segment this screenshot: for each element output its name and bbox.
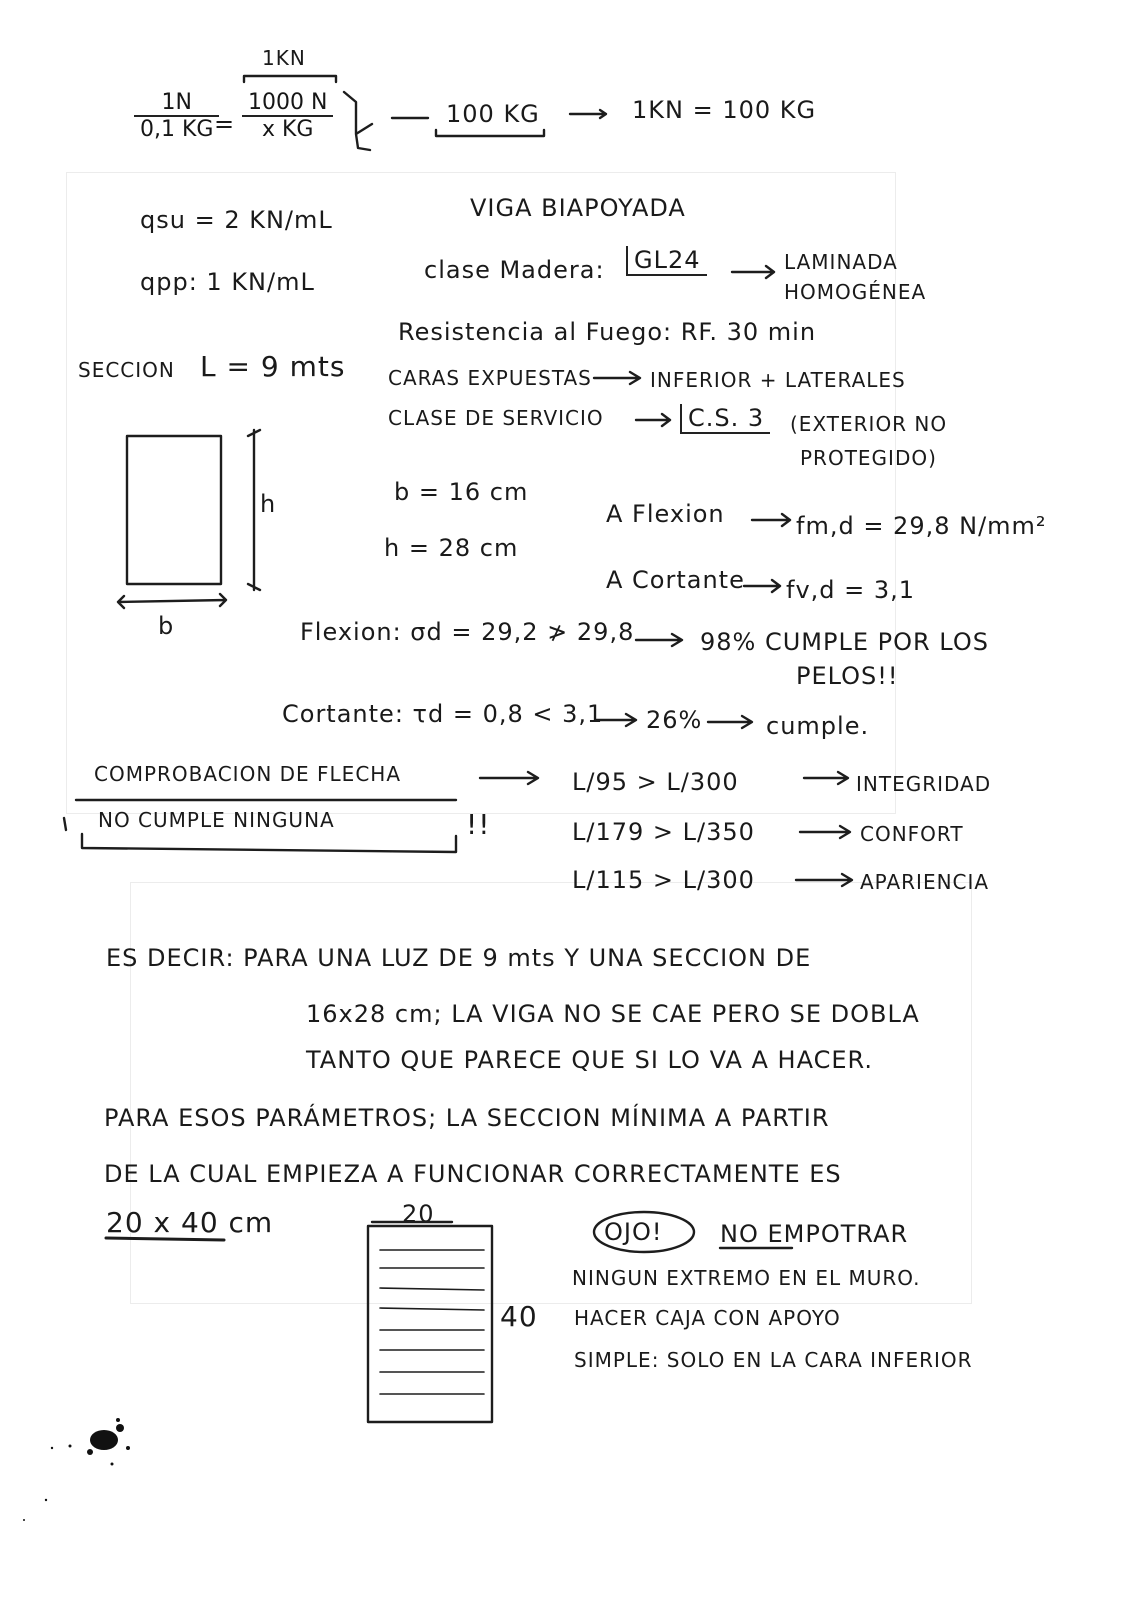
conversion-result: 100 KG: [446, 100, 540, 128]
service-class-value: C.S. 3: [680, 404, 770, 434]
deflection-row-value: L/115 > L/300: [572, 866, 755, 894]
service-arrow: [636, 414, 670, 426]
note-line-2: NINGUN EXTREMO EN EL MURO.: [572, 1266, 921, 1290]
ojo-circle: [594, 1212, 694, 1252]
wood-class-value: GL24: [626, 246, 707, 276]
sketch-height-label: 40: [500, 1300, 538, 1333]
deflection-row-value: L/179 > L/350: [572, 818, 755, 846]
arrow-2: [570, 110, 606, 118]
note-line-1: NO EMPOTRAR: [720, 1220, 909, 1248]
deflection-verdict-marks: !!: [466, 808, 491, 841]
ojo-label: OJO!: [604, 1218, 663, 1246]
note-line-3: HACER CAJA CON APOYO: [574, 1306, 841, 1330]
service-class-label: CLASE DE SERVICIO: [388, 406, 604, 430]
summary-line-3: TANTO QUE PARECE QUE SI LO VA A HACER.: [306, 1046, 873, 1074]
fraction-kilonewton-kg: $\frac{1000 N}{\text{x KG}}$: [242, 90, 333, 142]
fraction-newton-kg: $\frac{1N}{0,1 KG}$: [134, 90, 219, 142]
deflection-row-criterion: INTEGRIDAD: [856, 772, 992, 796]
wood-class-label: clase Madera:: [424, 256, 605, 284]
deflection-row-criterion: CONFORT: [860, 822, 964, 846]
shear-check-result-2: cumple.: [766, 712, 870, 740]
section-label: SECCION: [78, 358, 175, 382]
conversion-conclusion: 1KN = 100 KG: [632, 96, 817, 124]
h-dimension: [248, 430, 260, 590]
beam-title: VIGA BIAPOYADA: [470, 194, 686, 222]
service-class-desc-2: PROTEGIDO): [800, 446, 937, 470]
shear-strength: fv,d = 3,1: [786, 576, 916, 604]
defl-arrow-1: [804, 772, 848, 784]
load-qpp: qpp: 1 KN/mL: [140, 268, 315, 296]
equals-sign: =: [214, 110, 236, 138]
verdict-box: [82, 834, 456, 852]
section-h-value: h = 28 cm: [384, 534, 519, 562]
span-length: L = 9 mts: [200, 350, 346, 383]
exposed-faces-value: INFERIOR + LATERALES: [650, 368, 906, 392]
defl-arrow-3: [796, 874, 852, 886]
bending-check: Flexion: σd = 29,2 ≯ 29,8: [300, 618, 635, 646]
shear-arrow: [744, 580, 780, 592]
summary-line-1: ES DECIR: PARA UNA LUZ DE 9 mts Y UNA SECCION DE: [106, 944, 812, 972]
bending-arrow: [752, 514, 790, 526]
kilonewton-label: 1KN: [262, 46, 306, 70]
result-underline: [436, 130, 544, 136]
deflection-label: COMPROBACION DE FLECHA: [94, 762, 401, 786]
section-b-label: b: [158, 612, 175, 640]
ink-blot: [23, 1418, 130, 1521]
check-arrow-3: [708, 716, 752, 728]
shear-check: Cortante: τd = 0,8 < 3,1: [282, 700, 604, 728]
deflection-verdict: NO CUMPLE NINGUNA: [98, 808, 335, 832]
sketch2-rectangle: [368, 1226, 492, 1422]
defl-arrow-2: [800, 826, 850, 838]
sketch2-laminations: [380, 1250, 484, 1394]
faces-arrow: [594, 372, 640, 384]
load-qsu: qsu = 2 KN/mL: [140, 206, 333, 234]
min-section-underline: [106, 1238, 224, 1240]
summary-line-5: DE LA CUAL EMPIEZA A FUNCIONAR CORRECTAMENTE ES: [104, 1160, 842, 1188]
check-arrow-2: [596, 714, 636, 726]
wood-class-desc-2: HOMOGÉNEA: [784, 280, 927, 304]
right-brace: [344, 92, 372, 150]
deflection-row-criterion: APARIENCIA: [860, 870, 990, 894]
bending-label: A Flexion: [606, 500, 725, 528]
gl24-arrow: [732, 266, 774, 278]
note-line-4: SIMPLE: SOLO EN LA CARA INFERIOR: [574, 1348, 973, 1372]
verdict-bar: [64, 818, 66, 830]
check-arrow-1: [636, 634, 682, 646]
section-b-value: b = 16 cm: [394, 478, 529, 506]
fire-resistance: Resistencia al Fuego: RF. 30 min: [398, 318, 817, 346]
section-rectangle: [127, 436, 221, 584]
sketch-width-label: 20: [402, 1200, 435, 1228]
summary-line-2: 16x28 cm; LA VIGA NO SE CAE PERO SE DOBLA: [306, 1000, 920, 1028]
shear-check-result: 26%: [646, 706, 703, 734]
bending-check-result: 98% CUMPLE POR LOS: [700, 628, 989, 656]
minimum-section: 20 x 40 cm: [106, 1206, 274, 1239]
wood-class-desc-1: LAMINADA: [784, 250, 898, 274]
summary-line-4: PARA ESOS PARÁMETROS; LA SECCION MÍNIMA A PARTIR: [104, 1104, 830, 1132]
shear-label: A Cortante: [606, 566, 745, 594]
service-class-desc-1: (EXTERIOR NO: [790, 412, 948, 436]
exposed-faces-label: CARAS EXPUESTAS: [388, 366, 592, 390]
section-h-label: h: [260, 490, 277, 518]
top-bracket: [244, 76, 336, 82]
bending-check-result-2: PELOS!!: [796, 662, 899, 690]
deflection-row-value: L/95 > L/300: [572, 768, 739, 796]
b-dimension: [118, 594, 226, 608]
bending-strength: fm,d = 29,8 N/mm²: [796, 512, 1047, 540]
deflection-arrow: [480, 772, 538, 784]
